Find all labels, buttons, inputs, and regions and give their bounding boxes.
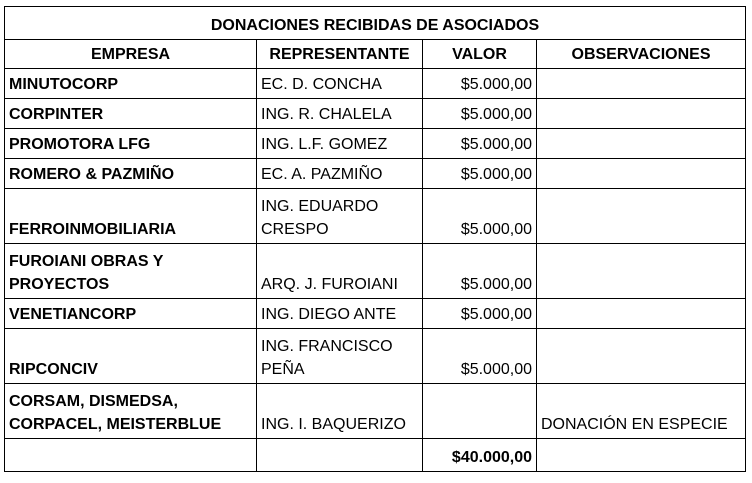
representante-cell: ING. EDUARDO CRESPO xyxy=(257,189,423,244)
empresa-cell: PROMOTORA LFG xyxy=(5,129,257,159)
table-row xyxy=(5,189,746,244)
representante-cell: ING. FRANCISCO PEÑA xyxy=(257,329,423,384)
representante-cell: ING. R. CHALELA xyxy=(257,99,423,129)
representante-cell: EC. D. CONCHA xyxy=(257,69,423,99)
empresa-cell: FERROINMOBILIARIA xyxy=(5,189,257,244)
empresa-cell: FUROIANI OBRAS Y PROYECTOS xyxy=(5,244,257,299)
empresa-cell: RIPCONCIV xyxy=(5,329,257,384)
empty-cell xyxy=(257,439,423,472)
table-title: DONACIONES RECIBIDAS DE ASOCIADOS xyxy=(5,7,746,40)
representante-cell: ING. L.F. GOMEZ xyxy=(257,129,423,159)
observaciones-cell xyxy=(537,69,746,99)
representante-cell: ARQ. J. FUROIANI xyxy=(257,244,423,299)
observaciones-cell: DONACIÓN EN ESPECIE xyxy=(537,384,746,439)
observaciones-cell xyxy=(537,189,746,244)
representante-cell: ING. I. BAQUERIZO xyxy=(257,384,423,439)
valor-cell: $5.000,00 xyxy=(423,329,537,384)
observaciones-cell xyxy=(537,329,746,384)
observaciones-cell xyxy=(537,159,746,189)
header-empresa: EMPRESA xyxy=(5,40,257,69)
observaciones-cell xyxy=(537,129,746,159)
empresa-cell: ROMERO & PAZMIÑO xyxy=(5,159,257,189)
table-row xyxy=(5,384,746,439)
empty-cell xyxy=(5,439,257,472)
header-observaciones: OBSERVACIONES xyxy=(537,40,746,69)
valor-cell: $5.000,00 xyxy=(423,69,537,99)
observaciones-cell xyxy=(537,99,746,129)
representante-cell: EC. A. PAZMIÑO xyxy=(257,159,423,189)
table-row xyxy=(5,244,746,299)
table-row xyxy=(5,329,746,384)
valor-cell: $5.000,00 xyxy=(423,129,537,159)
table-row xyxy=(5,99,746,129)
representante-cell: ING. DIEGO ANTE xyxy=(257,299,423,329)
valor-cell: $5.000,00 xyxy=(423,99,537,129)
empty-cell xyxy=(537,439,746,472)
total-row xyxy=(5,439,746,472)
empresa-cell: CORPINTER xyxy=(5,99,257,129)
empresa-cell: VENETIANCORP xyxy=(5,299,257,329)
valor-cell: $5.000,00 xyxy=(423,299,537,329)
table-row xyxy=(5,159,746,189)
header-valor: VALOR xyxy=(423,40,537,69)
empresa-cell: MINUTOCORP xyxy=(5,69,257,99)
valor-cell: $5.000,00 xyxy=(423,189,537,244)
observaciones-cell xyxy=(537,299,746,329)
donations-table xyxy=(4,6,746,472)
valor-cell: $5.000,00 xyxy=(423,244,537,299)
table-row xyxy=(5,299,746,329)
header-representante: REPRESENTANTE xyxy=(257,40,423,69)
table-row xyxy=(5,129,746,159)
empresa-cell: CORSAM, DISMEDSA, CORPACEL, MEISTERBLUE xyxy=(5,384,257,439)
valor-cell: $5.000,00 xyxy=(423,159,537,189)
table-row xyxy=(5,69,746,99)
total-value: $40.000,00 xyxy=(423,439,537,472)
observaciones-cell xyxy=(537,244,746,299)
valor-cell xyxy=(423,384,537,439)
